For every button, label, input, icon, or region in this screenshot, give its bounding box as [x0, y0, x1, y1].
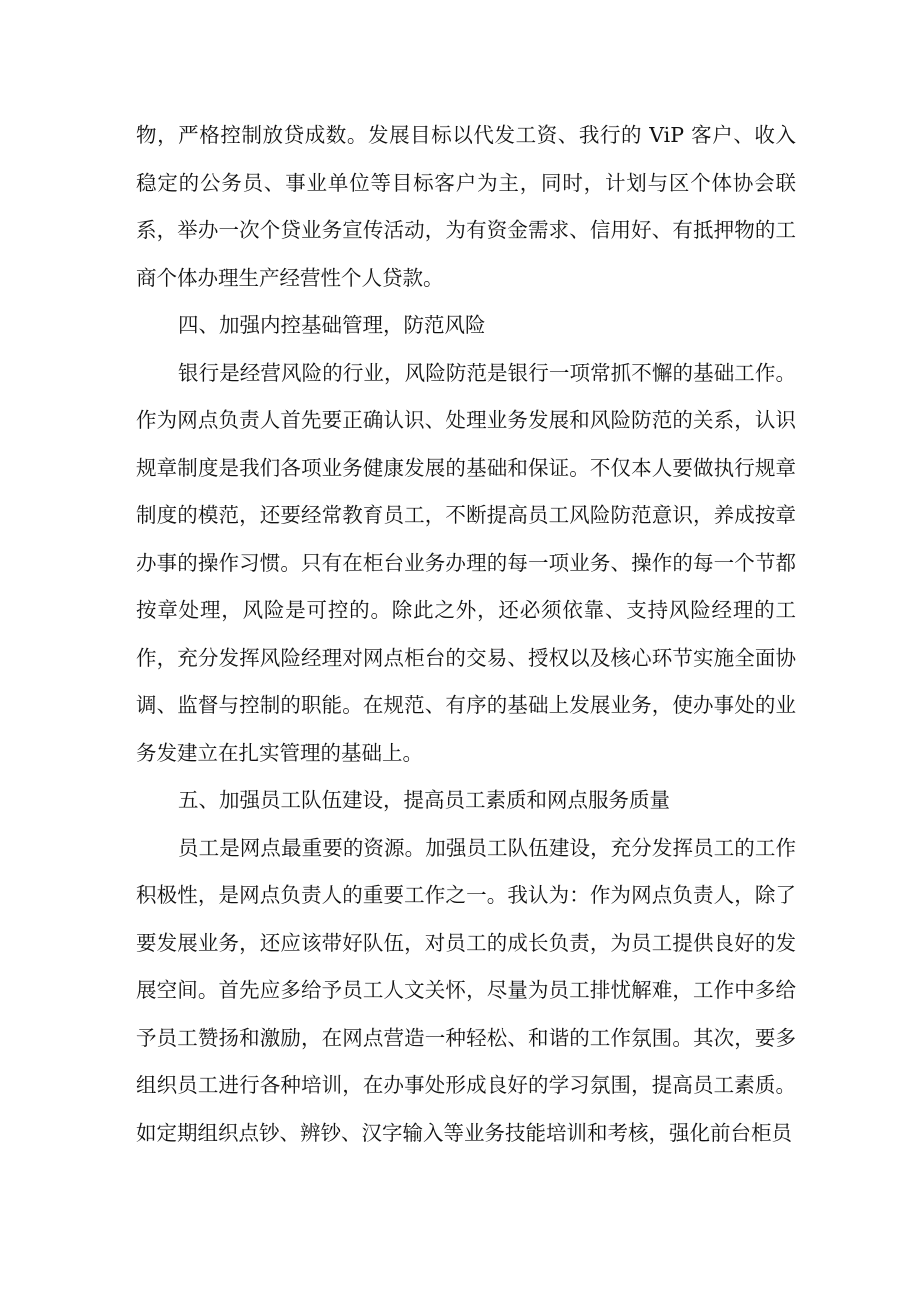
section-heading-four: 四、加强内控基础管理，防范风险: [178, 313, 486, 337]
section-heading-five: 五、加强员工队伍建设，提高员工素质和网点服务质量: [178, 788, 670, 812]
paragraph-risk-control: 银行是经营风险的行业，风险防范是银行一项常抓不懈的基础工作。作为网点负责人首先要正确认识、处理业务发展和风险防范的关系，认识规章制度是我们各项业务健康发展的基础和保证。不仅本人要做执行规章制度的模范，还要经常教育员工，不断提高员工风险防范意识，养成按章办事的操作习惯。只有在柜台业务办理的每一项业务、操作的每一个节都按章处理，风险是可控的。除此之外，还必须依靠、支持风险经理的工作，充分发挥风险经理对网点柜台的交易、授权以及核心环节实施全面协调、监督与控制的职能。在规范、有序的基础上发展业务，使办事处的业务发建立在扎实管理的基础上。: [136, 360, 796, 765]
paragraph-staff-building: 员工是网点最重要的资源。加强员工队伍建设，充分发挥员工的工作积极性，是网点负责人的重要工作之一。我认为：作为网点负责人，除了要发展业务，还应该带好队伍，对员工的成长负责，为员工提供良好的发展空间。首先应多给予员工人文关怀，尽量为员工排忧解难，工作中多给予员工赞扬和激励，在网点营造一种轻松、和谐的工作氛围。其次，要多组织员工进行各种培训，在办事处形成良好的学习氛围，提高员工素质。如定期组织点钞、辨钞、汉字输入等业务技能培训和考核，强化前台柜员: [136, 835, 796, 1145]
paragraph-continued: 物，严格控制放贷成数。发展目标以代发工资、我行的 ViP 客户、收入稳定的公务员、事业单位等目标客户为主，同时，计划与区个体协会联系，举办一次个贷业务宣传活动，为有资金需求、信用好、有抵押物的工商个体办理生产经营性个人贷款。: [136, 123, 796, 290]
document-body: [136, 112, 796, 1157]
